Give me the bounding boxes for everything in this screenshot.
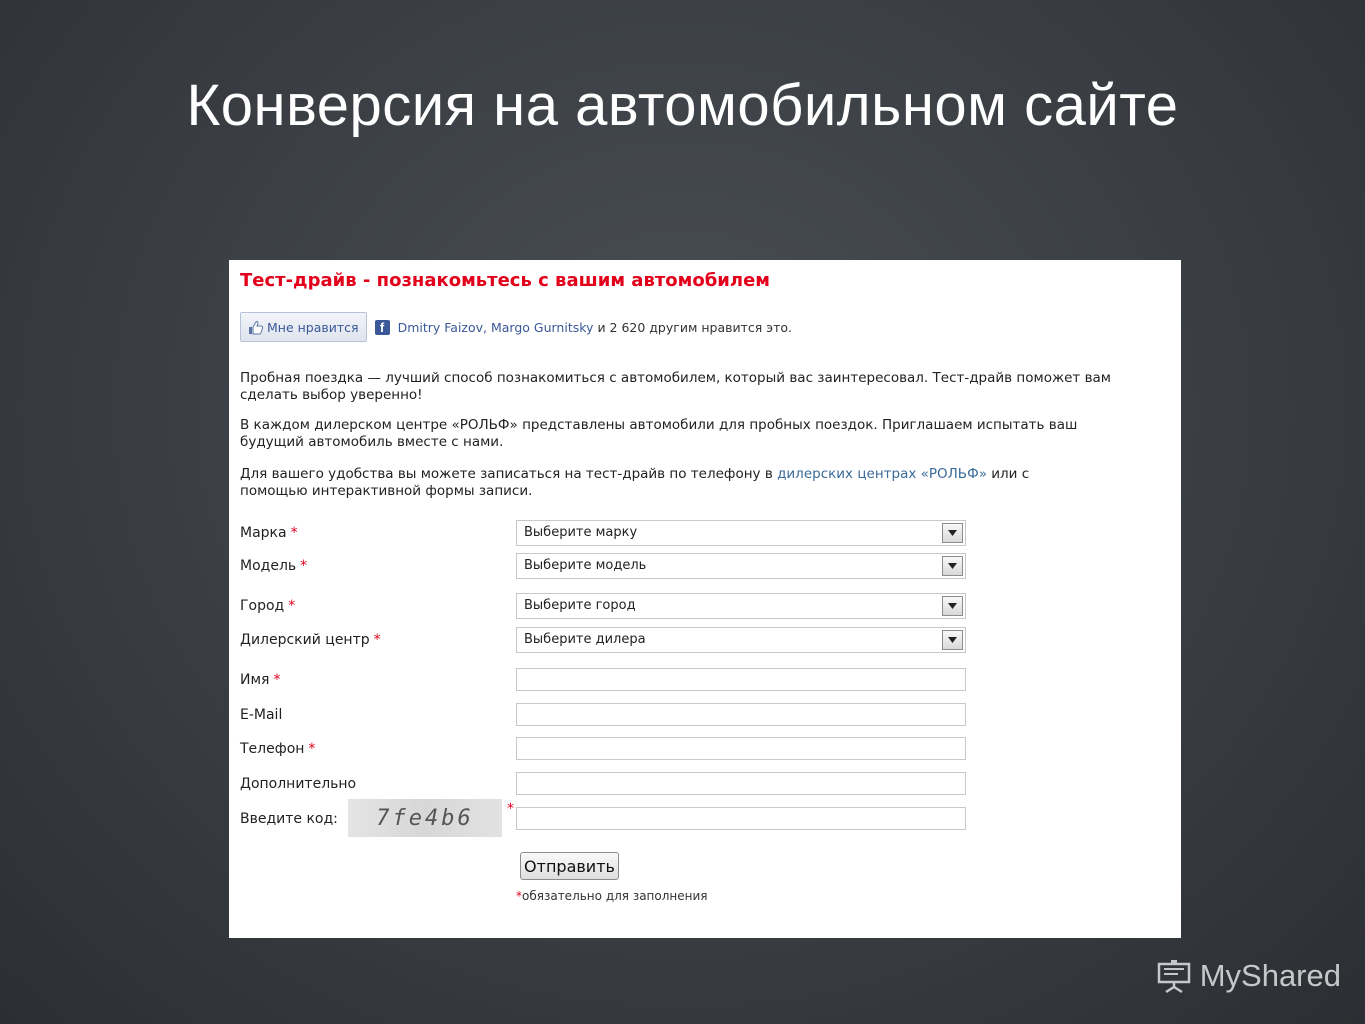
dealer-label: Дилерский центр	[240, 632, 370, 648]
city-select[interactable]	[516, 593, 966, 619]
brand-label: Марка	[240, 525, 287, 541]
intro-paragraph-3-end: или с помощью интерактивной формы записи.	[240, 466, 1030, 499]
city-row	[240, 592, 1170, 620]
brand-row	[240, 519, 1170, 547]
phone-input[interactable]	[516, 737, 966, 760]
captcha-image: 7fe4b6	[348, 799, 502, 837]
dealer-select[interactable]	[516, 627, 966, 653]
facebook-like-row	[240, 312, 792, 342]
captcha-row	[240, 801, 1170, 833]
captcha-label: Введите код:	[240, 811, 338, 827]
required-star: *	[273, 672, 281, 688]
watermark	[1156, 958, 1341, 994]
name-row	[240, 666, 1170, 694]
phone-label: Телефон	[240, 741, 305, 757]
brand-select-value: Выберите марку	[524, 525, 638, 540]
brand-select[interactable]	[516, 520, 966, 546]
intro-paragraph-2: В каждом дилерском центре «РОЛЬФ» представлены автомобили для пробных поездок. Приглашаем испытать ваш будущий автомобиль вместе с нами.	[240, 417, 1078, 450]
dealer-select-value: Выберите дилера	[524, 632, 646, 647]
intro-paragraph-1: Пробная поездка — лучший способ познакомиться с автомобилем, который вас заинтересовал. Тест-драйв поможет вам сделать выбор уверенно!	[240, 370, 1111, 403]
captcha-input[interactable]	[516, 807, 966, 830]
chevron-down-icon[interactable]	[942, 556, 963, 576]
test-drive-form-panel	[229, 260, 1181, 938]
required-note	[516, 889, 708, 903]
required-star: *	[288, 598, 296, 614]
intro-paragraph-3	[240, 466, 1070, 500]
submit-button[interactable]: Отправить	[520, 852, 619, 880]
chevron-down-icon[interactable]	[942, 630, 963, 650]
presentation-board-icon	[1156, 958, 1192, 994]
facebook-like-count: и 2 620 другим нравится это.	[597, 319, 793, 335]
required-star: *	[507, 801, 514, 817]
email-input[interactable]	[516, 703, 966, 726]
required-star: *	[300, 558, 308, 574]
facebook-friend-names[interactable]: Dmitry Faizov, Margo Gurnitsky	[397, 319, 594, 335]
model-select-value: Выберите модель	[524, 558, 647, 573]
phone-row	[240, 735, 1170, 763]
city-label: Город	[240, 598, 285, 614]
extra-input[interactable]	[516, 772, 966, 795]
facebook-like-button[interactable]	[240, 312, 367, 342]
watermark-text: MyShared	[1199, 958, 1341, 993]
slide-title: Конверсия на автомобильном сайте	[186, 73, 1179, 138]
dealer-centers-link[interactable]: дилерских центрах «РОЛЬФ»	[777, 466, 987, 482]
intro-paragraph-3-start: Для вашего удобства вы можете записаться на тест-драйв по телефону в	[240, 466, 773, 482]
extra-row	[240, 770, 1170, 798]
dealer-row	[240, 626, 1170, 654]
model-label: Модель	[240, 558, 297, 574]
name-input[interactable]	[516, 668, 966, 691]
required-star: *	[373, 632, 381, 648]
extra-label: Дополнительно	[240, 776, 357, 792]
facebook-icon: f	[375, 320, 390, 335]
chevron-down-icon[interactable]	[942, 523, 963, 543]
email-label: E-Mail	[240, 707, 283, 723]
email-row	[240, 701, 1170, 729]
like-button-label: Мне нравится	[267, 319, 359, 335]
required-note-text: обязательно для заполнения	[522, 889, 708, 903]
thumbs-up-icon	[248, 320, 264, 335]
form-heading: Тест-драйв - познакомьтесь с вашим автомобилем	[240, 270, 770, 291]
model-select[interactable]	[516, 553, 966, 579]
name-label: Имя	[240, 672, 270, 688]
required-star: *	[290, 525, 298, 541]
required-star: *	[308, 741, 316, 757]
city-select-value: Выберите город	[524, 598, 636, 613]
chevron-down-icon[interactable]	[942, 596, 963, 616]
required-star: *	[516, 889, 522, 903]
model-row	[240, 552, 1170, 580]
